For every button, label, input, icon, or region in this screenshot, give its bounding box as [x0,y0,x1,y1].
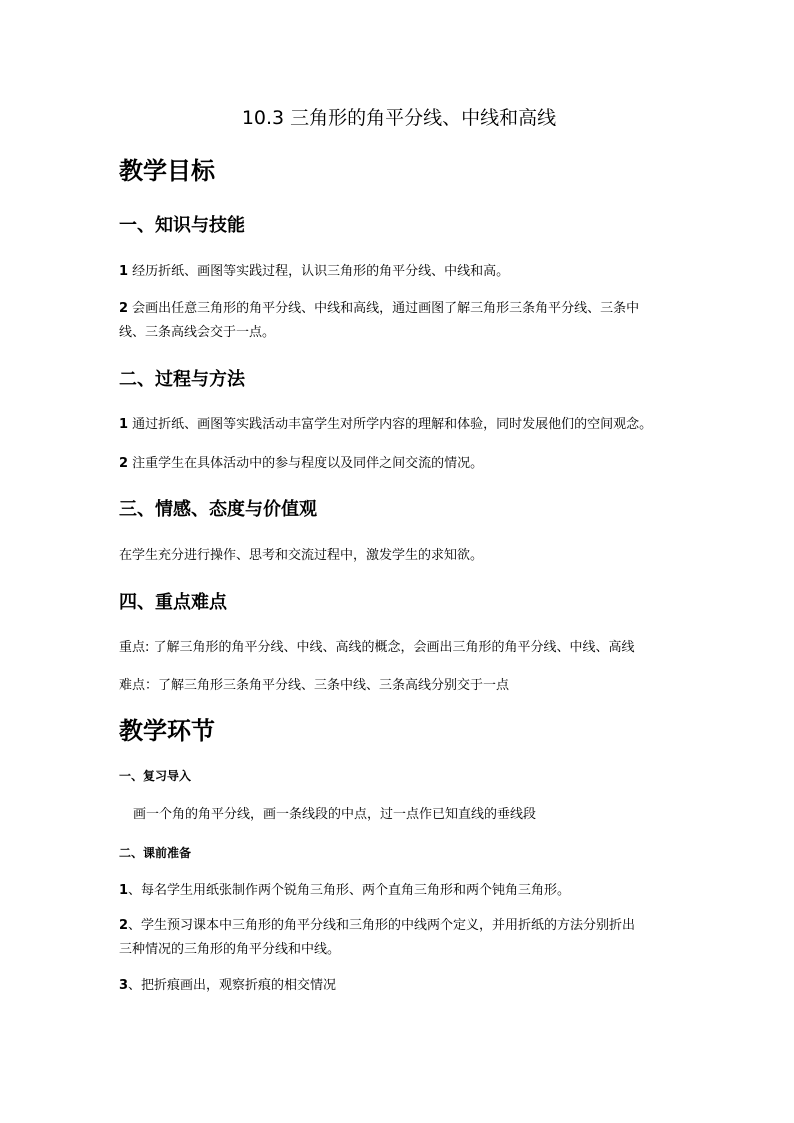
process-item-2 [119,453,679,475]
section-heading-process-methods: 二、过程与方法 [119,369,245,390]
step-heading-review: 一、复习导入 [119,769,192,783]
section-heading-attitudes-values: 三、情感、态度与价值观 [119,499,317,520]
preparation-item-2 [119,915,679,937]
item-number: 1 [119,264,129,279]
attitudes-text: 在学生充分进行操作、思考和交流过程中，激发学生的求知欲。 [119,548,484,563]
item-number: 2 [119,456,129,471]
process-heading: 教学环节 [119,717,215,745]
knowledge-item-1 [119,261,679,283]
step-heading-preparation: 二、课前准备 [119,846,192,860]
item-number: 1 [119,417,129,432]
process-item-1 [119,414,679,436]
item-number: 2 [119,301,129,316]
key-point-text: 重点: 了解三角形的角平分线、中线、高线的概念，会画出三角形的角平分线、中线、高线 [119,640,635,655]
item-text-line-1: 、学生预习课本中三角形的角平分线和三角形的中线两个定义，并用折纸的方法分别折出 [128,918,636,933]
item-number: 2 [119,918,129,933]
preparation-item-1 [119,880,679,902]
preparation-item-2-continued [119,939,679,961]
document-page [119,0,679,1123]
objectives-heading: 教学目标 [119,157,215,185]
item-text: 通过折纸、画图等实践活动丰富学生对所学内容的理解和体验，同时发展他们的空间观念。 [128,417,653,432]
review-text: 画一个角的角平分线，画一条线段的中点，过一点作已知直线的垂线段 [133,807,537,822]
item-text: 、每名学生用纸张制作两个锐角三角形、两个直角三角形和两个钝角三角形。 [128,883,571,898]
item-text: 注重学生在具体活动中的参与程度以及同伴之间交流的情况。 [128,456,484,471]
item-text-line-2: 三种情况的三角形的角平分线和中线。 [119,942,341,957]
section-heading-key-difficult-points: 四、重点难点 [119,592,227,613]
difficult-point-text: 难点：了解三角形三条角平分线、三条中线、三条高线分别交于一点 [119,678,510,693]
item-number: 1 [119,883,129,898]
item-text-line-2: 线、三条高线会交于一点。 [119,325,276,340]
knowledge-item-2-continued [119,322,679,344]
section-heading-knowledge-skills: 一、知识与技能 [119,215,245,236]
item-text: 经历折纸、画图等实践过程，认识三角形的角平分线、中线和高。 [128,264,510,279]
item-number: 3 [119,978,129,993]
knowledge-item-2 [119,298,679,320]
item-text-line-1: 会画出任意三角形的角平分线、中线和高线，通过画图了解三角形三条角平分线、三条中 [128,301,640,316]
item-text: 、把折痕画出，观察折痕的相交情况 [128,978,337,993]
preparation-item-3 [119,975,679,997]
document-title: 10.3 三角形的角平分线、中线和高线 [241,107,557,129]
